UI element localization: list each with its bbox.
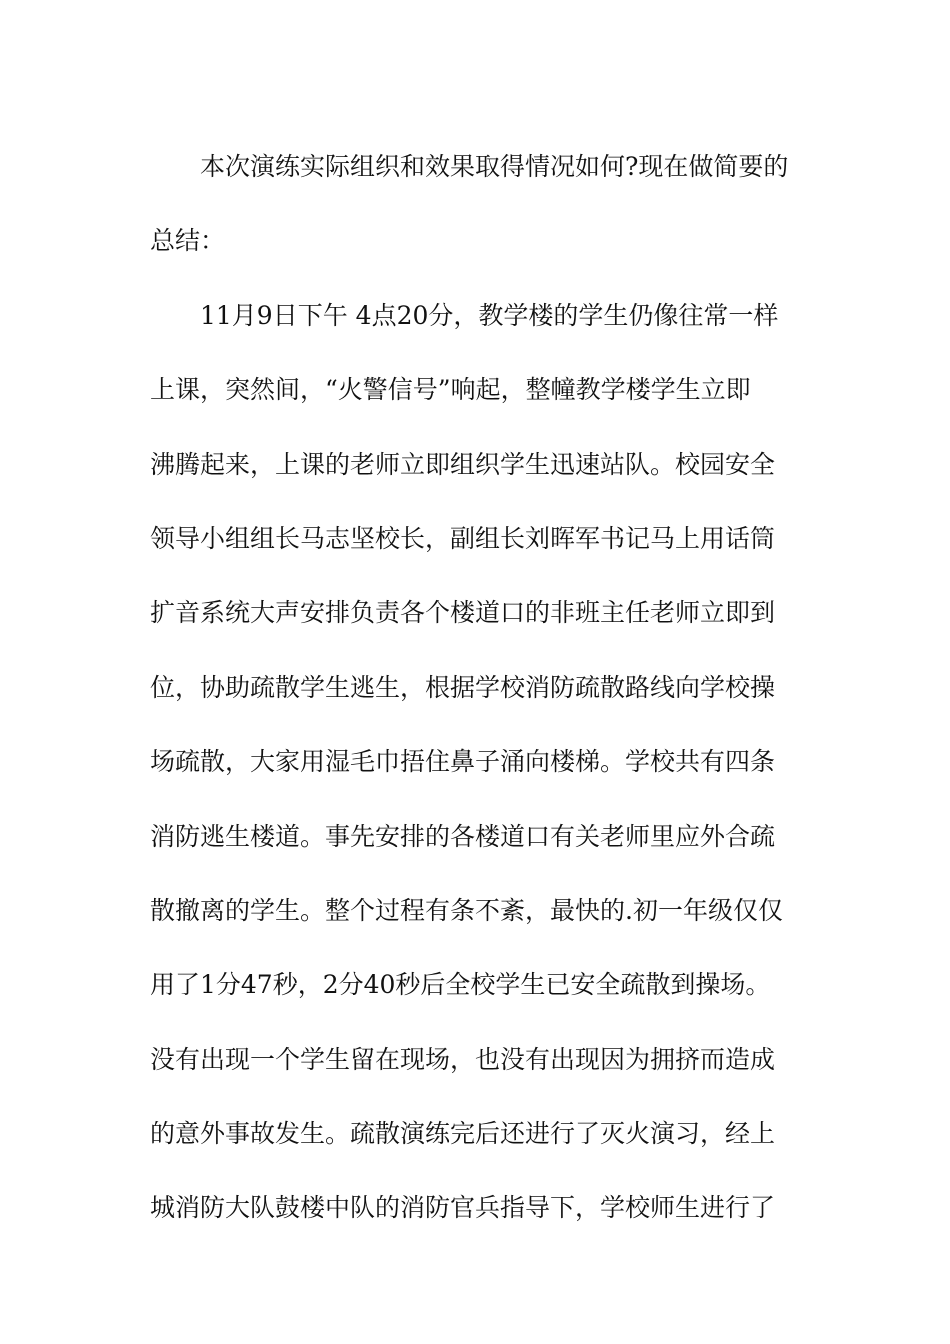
text-line: 领导小组组长马志坚校长，副组长刘晖军书记马上用话筒 — [150, 523, 776, 553]
text-line: 总结： — [150, 226, 226, 256]
text-line: 沸腾起来，上课的老师立即组织学生迅速站队。校园安全 — [150, 449, 776, 479]
text-line: 城消防大队鼓楼中队的消防官兵指导下，学校师生进行了 — [150, 1193, 776, 1223]
text-line: 没有出现一个学生留在现场，也没有出现因为拥挤而造成 — [150, 1044, 776, 1074]
text-line: 11月9日下午 4点20分，教学楼的学生仍像往常一样 — [200, 300, 779, 330]
text-line: 场疏散，大家用湿毛巾捂住鼻子涌向楼梯。学校共有四条 — [150, 747, 776, 777]
paragraph-2 — [150, 279, 810, 1246]
text-line: 的意外事故发生。疏散演练完后还进行了灭火演习，经上 — [150, 1119, 776, 1149]
text-line: 本次演练实际组织和效果取得情况如何?现在做简要的 — [200, 152, 789, 181]
document-body — [150, 130, 810, 1246]
text-line: 上课，突然间，“火警信号”响起，整幢教学楼学生立即 — [150, 375, 751, 405]
text-line: 用了1分47秒，2分40秒后全校学生已安全疏散到操场。 — [150, 970, 771, 1000]
text-line: 位，协助疏散学生逃生，根据学校消防疏散路线向学校操 — [150, 672, 776, 702]
text-line: 扩音系统大声安排负责各个楼道口的非班主任老师立即到 — [150, 598, 776, 628]
text-line: 消防逃生楼道。事先安排的各楼道口有关老师里应外合疏 — [150, 821, 776, 851]
paragraph-1 — [150, 130, 810, 279]
text-line: 散撤离的学生。整个过程有条不紊，最快的.初一年级仅仅 — [150, 895, 783, 925]
